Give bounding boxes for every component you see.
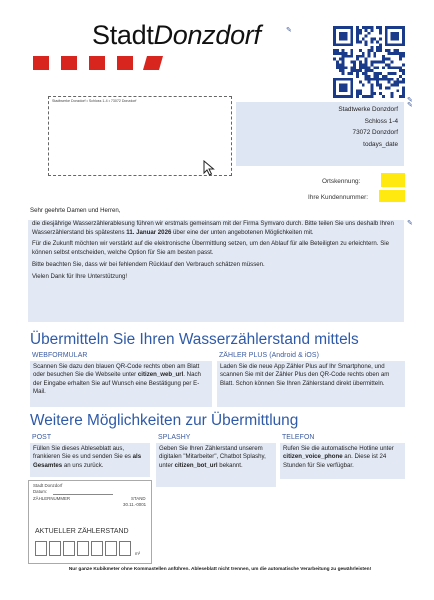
post-text: Füllen Sie dieses Ableseblatt aus, frankieren Sie es und senden Sie es als Gesamtes an uns zurück. (30, 443, 150, 477)
webformular-heading: WEBFORMULAR (32, 352, 88, 359)
qr-code-icon (333, 26, 405, 98)
card-stand-label: STAND (131, 496, 146, 501)
sender-line-3: 73072 Donzdorf (352, 129, 398, 136)
digit-box[interactable] (105, 541, 117, 556)
sender-date: todays_date (363, 140, 398, 148)
letter-body (28, 220, 404, 322)
digit-box[interactable] (77, 541, 89, 556)
splashy-text: Geben Sie Ihren Zählerstand unserem digitalen "Mitarbeiter", Chatbot Splashy, unter citizen_bot_url bekannt. (156, 443, 276, 487)
edit-icon[interactable]: ✎ (286, 27, 292, 34)
edit-icon-qr[interactable]: ✎ (407, 97, 413, 104)
digit-box[interactable] (35, 541, 47, 556)
letter-closing: Vielen Dank für Ihre Unterstützung! (32, 272, 128, 280)
telefon-heading: TELEFON (282, 434, 315, 441)
digit-box[interactable] (119, 541, 131, 556)
sender-return-line: Stadtwerke Donzdorf • Schloss 1-4 • 73072 Donzdorf (52, 99, 137, 103)
zaehlerplus-heading: ZÄHLER PLUS (Android & iOS) (219, 352, 319, 359)
section2-title: Weitere Möglichkeiten zur Übermittlung (30, 412, 299, 429)
ortskennung-label: Ortskennung: (322, 178, 361, 185)
logo-text (92, 20, 261, 51)
digit-box[interactable] (49, 541, 61, 556)
edit-icon-letter[interactable]: ✎ (407, 220, 413, 227)
card-unit: m³ (135, 551, 141, 556)
digit-box[interactable] (63, 541, 75, 556)
splashy-heading: SPLASHY (158, 434, 191, 441)
zaehlerplus-text: Laden Sie die neue App Zähler Plus auf Ihr Smartphone, und scannen Sie mit der Zähler Plus den QR-Code rechts oben am Blatt. Schon können Sie Ihren Zählerstand direkt übermitteln. (217, 361, 405, 407)
card-zaehlernummer-label: ZÄHLERNUMMER (33, 496, 71, 501)
cursor-icon (203, 160, 215, 176)
sender-line-2: Schloss 1-4 (364, 117, 398, 125)
webformular-text: Scannen Sie dazu den blauen QR-Code rechts oben am Blatt oder besuchen Sie die Webseite unter citizen_web_url. Nach der Eingabe erhalten Sie auf Wunsch eine Bestätigung per E-Mail. (30, 361, 212, 407)
letter-paragraph-3: Bitte beachten Sie, dass wir bei fehlendem Rücklauf den Verbrauch schätzen müssen. (32, 260, 265, 268)
letter-paragraph-1: die diesjährige Wasserzählerablesung führen wir erstmals gemeinsam mit der Firma Symvaro durch. Bitte teilen Sie uns deshalb Ihren Wasserzählerstand bis spätestens 11. Januar 2026 über eine der unten angebotenen Möglichkeiten mit. (32, 220, 394, 236)
kundennummer-field[interactable] (379, 190, 405, 202)
citizen-web-url[interactable]: citizen_web_url (137, 371, 184, 379)
letter-paragraph-2: Für die Zukunft möchten wir verstärkt auf die elektronische Übermittlung setzen, um den Ablauf für alle Beteiligten zu erleichtern. Sie können selbst entscheiden, welche Option für Sie am besten passt. (32, 240, 389, 257)
logo-stripes (33, 56, 173, 70)
citizen-voice-phone[interactable]: citizen_voice_phone (283, 453, 343, 461)
logo-part-donzdorf: Donzdorf (153, 20, 261, 50)
logo-part-stadt: Stadt (92, 20, 154, 50)
digit-box[interactable] (91, 541, 103, 556)
sender-address (236, 102, 404, 166)
ortskennung-field[interactable] (381, 173, 405, 187)
card-org: Stadt Donzdorf (33, 483, 63, 488)
edit-icon-sender[interactable]: ✎ (407, 102, 413, 109)
salutation: Sehr geehrte Damen und Herren, (30, 207, 121, 214)
card-stand-value: 30.11.-0001 (123, 502, 147, 507)
reading-card (28, 480, 152, 564)
post-heading: POST (32, 434, 52, 441)
post-strong: als Gesamtes (33, 453, 142, 469)
card-datum-label: Datum: (33, 489, 48, 494)
citizen-bot-url[interactable]: citizen_bot_url (174, 461, 218, 469)
section1-title: Übermitteln Sie Ihren Wasserzählerstand mittels (30, 331, 359, 348)
deadline: 11. Januar 2026 (126, 228, 172, 236)
kundennummer-label: Ihre Kundennummer: (308, 194, 369, 201)
footer-note: Nur ganze Kubikmeter ohne Kommastellen anführen. Ableseblatt nicht trennen, um die automatische Verarbeitung zu gewährleisten! (68, 567, 372, 572)
sender-line-1: Stadtwerke Donzdorf (338, 106, 398, 113)
card-reading-label: AKTUELLER ZÄHLERSTAND (35, 528, 129, 535)
telefon-text: Rufen Sie die automatische Hotline unter citizen_voice_phone an. Diese ist 24 Stunden für Sie verfügbar. (280, 443, 405, 479)
